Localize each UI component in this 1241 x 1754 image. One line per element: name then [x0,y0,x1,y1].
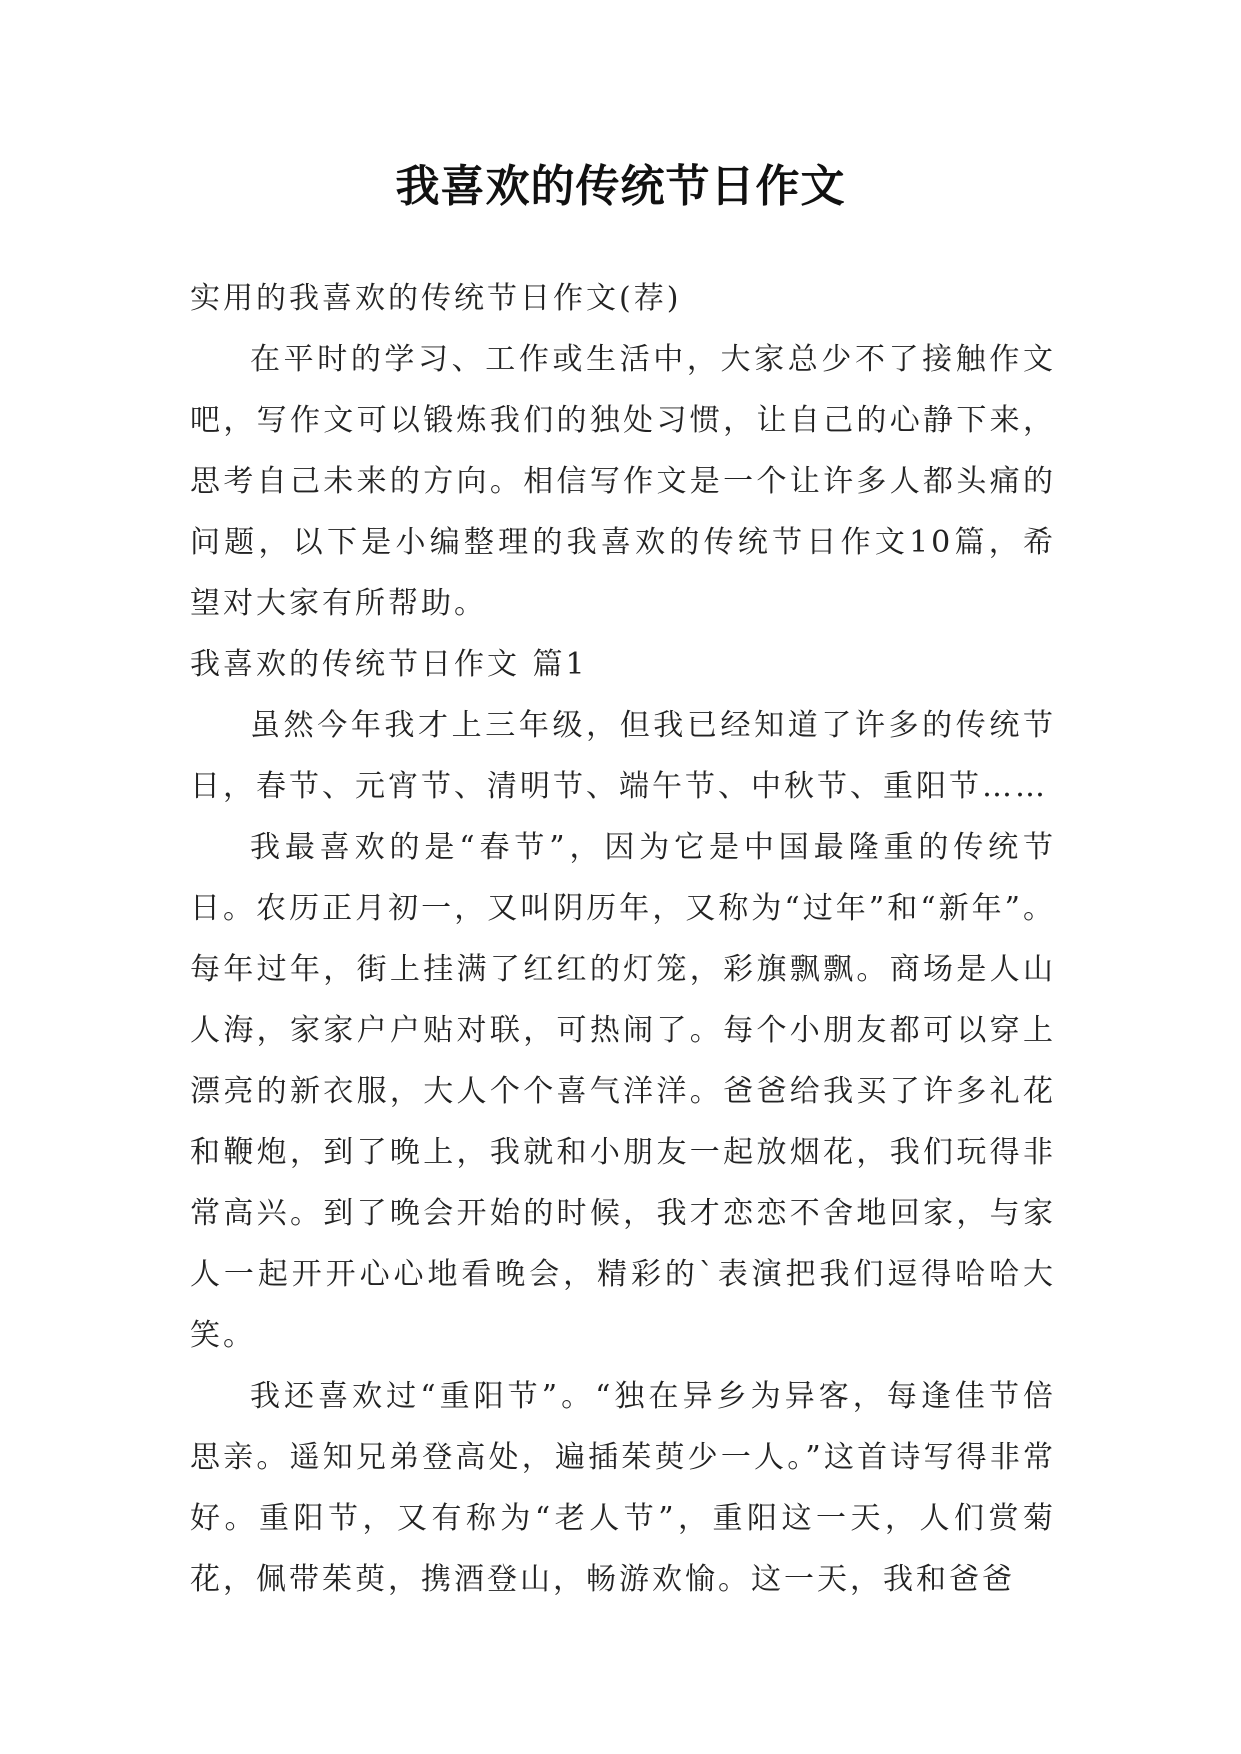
body-paragraph-1: 虽然今年我才上三年级，但我已经知道了许多的传统节日，春节、元宵节、清明节、端午节、中秋节、重阳节…… [190,708,1056,804]
section-heading: 我喜欢的传统节日作文 篇1 [190,647,588,682]
body-paragraph-2: 我最喜欢的是“春节”，因为它是中国最隆重的传统节日。农历正月初一，又叫阴历年，又称为“过年”和“新年”。每年过年，街上挂满了红红的灯笼，彩旗飘飘。商场是人山人海，家家户户贴对联，可热闹了。每个小朋友都可以穿上漂亮的新衣服，大人个个喜气洋洋。爸爸给我买了许多礼花和鞭炮，到了晚上，我就和小朋友一起放烟花，我们玩得非常高兴。到了晚会开始的时候，我才恋恋不舍地回家，与家人一起开开心心地看晚会，精彩的`表演把我们逗得哈哈大笑。 [190,830,1056,1353]
body-paragraph-3: 我还喜欢过“重阳节”。“独在异乡为异客，每逢佳节倍思亲。遥知兄弟登高处，遍插茱萸少一人。”这首诗写得非常好。重阳节，又有称为“老人节”，重阳这一天，人们赏菊花，佩带茱萸，携酒登山，畅游欢愉。这一天，我和爸爸 [190,1379,1056,1597]
document-body [190,268,1056,1610]
document-subtitle: 实用的我喜欢的传统节日作文(荐) [190,281,682,316]
document-title: 我喜欢的传统节日作文 [395,161,846,212]
intro-paragraph: 在平时的学习、工作或生活中，大家总少不了接触作文吧，写作文可以锻炼我们的独处习惯，让自己的心静下来，思考自己未来的方向。相信写作文是一个让许多人都头痛的问题，以下是小编整理的我喜欢的传统节日作文10篇，希望对大家有所帮助。 [190,342,1056,621]
